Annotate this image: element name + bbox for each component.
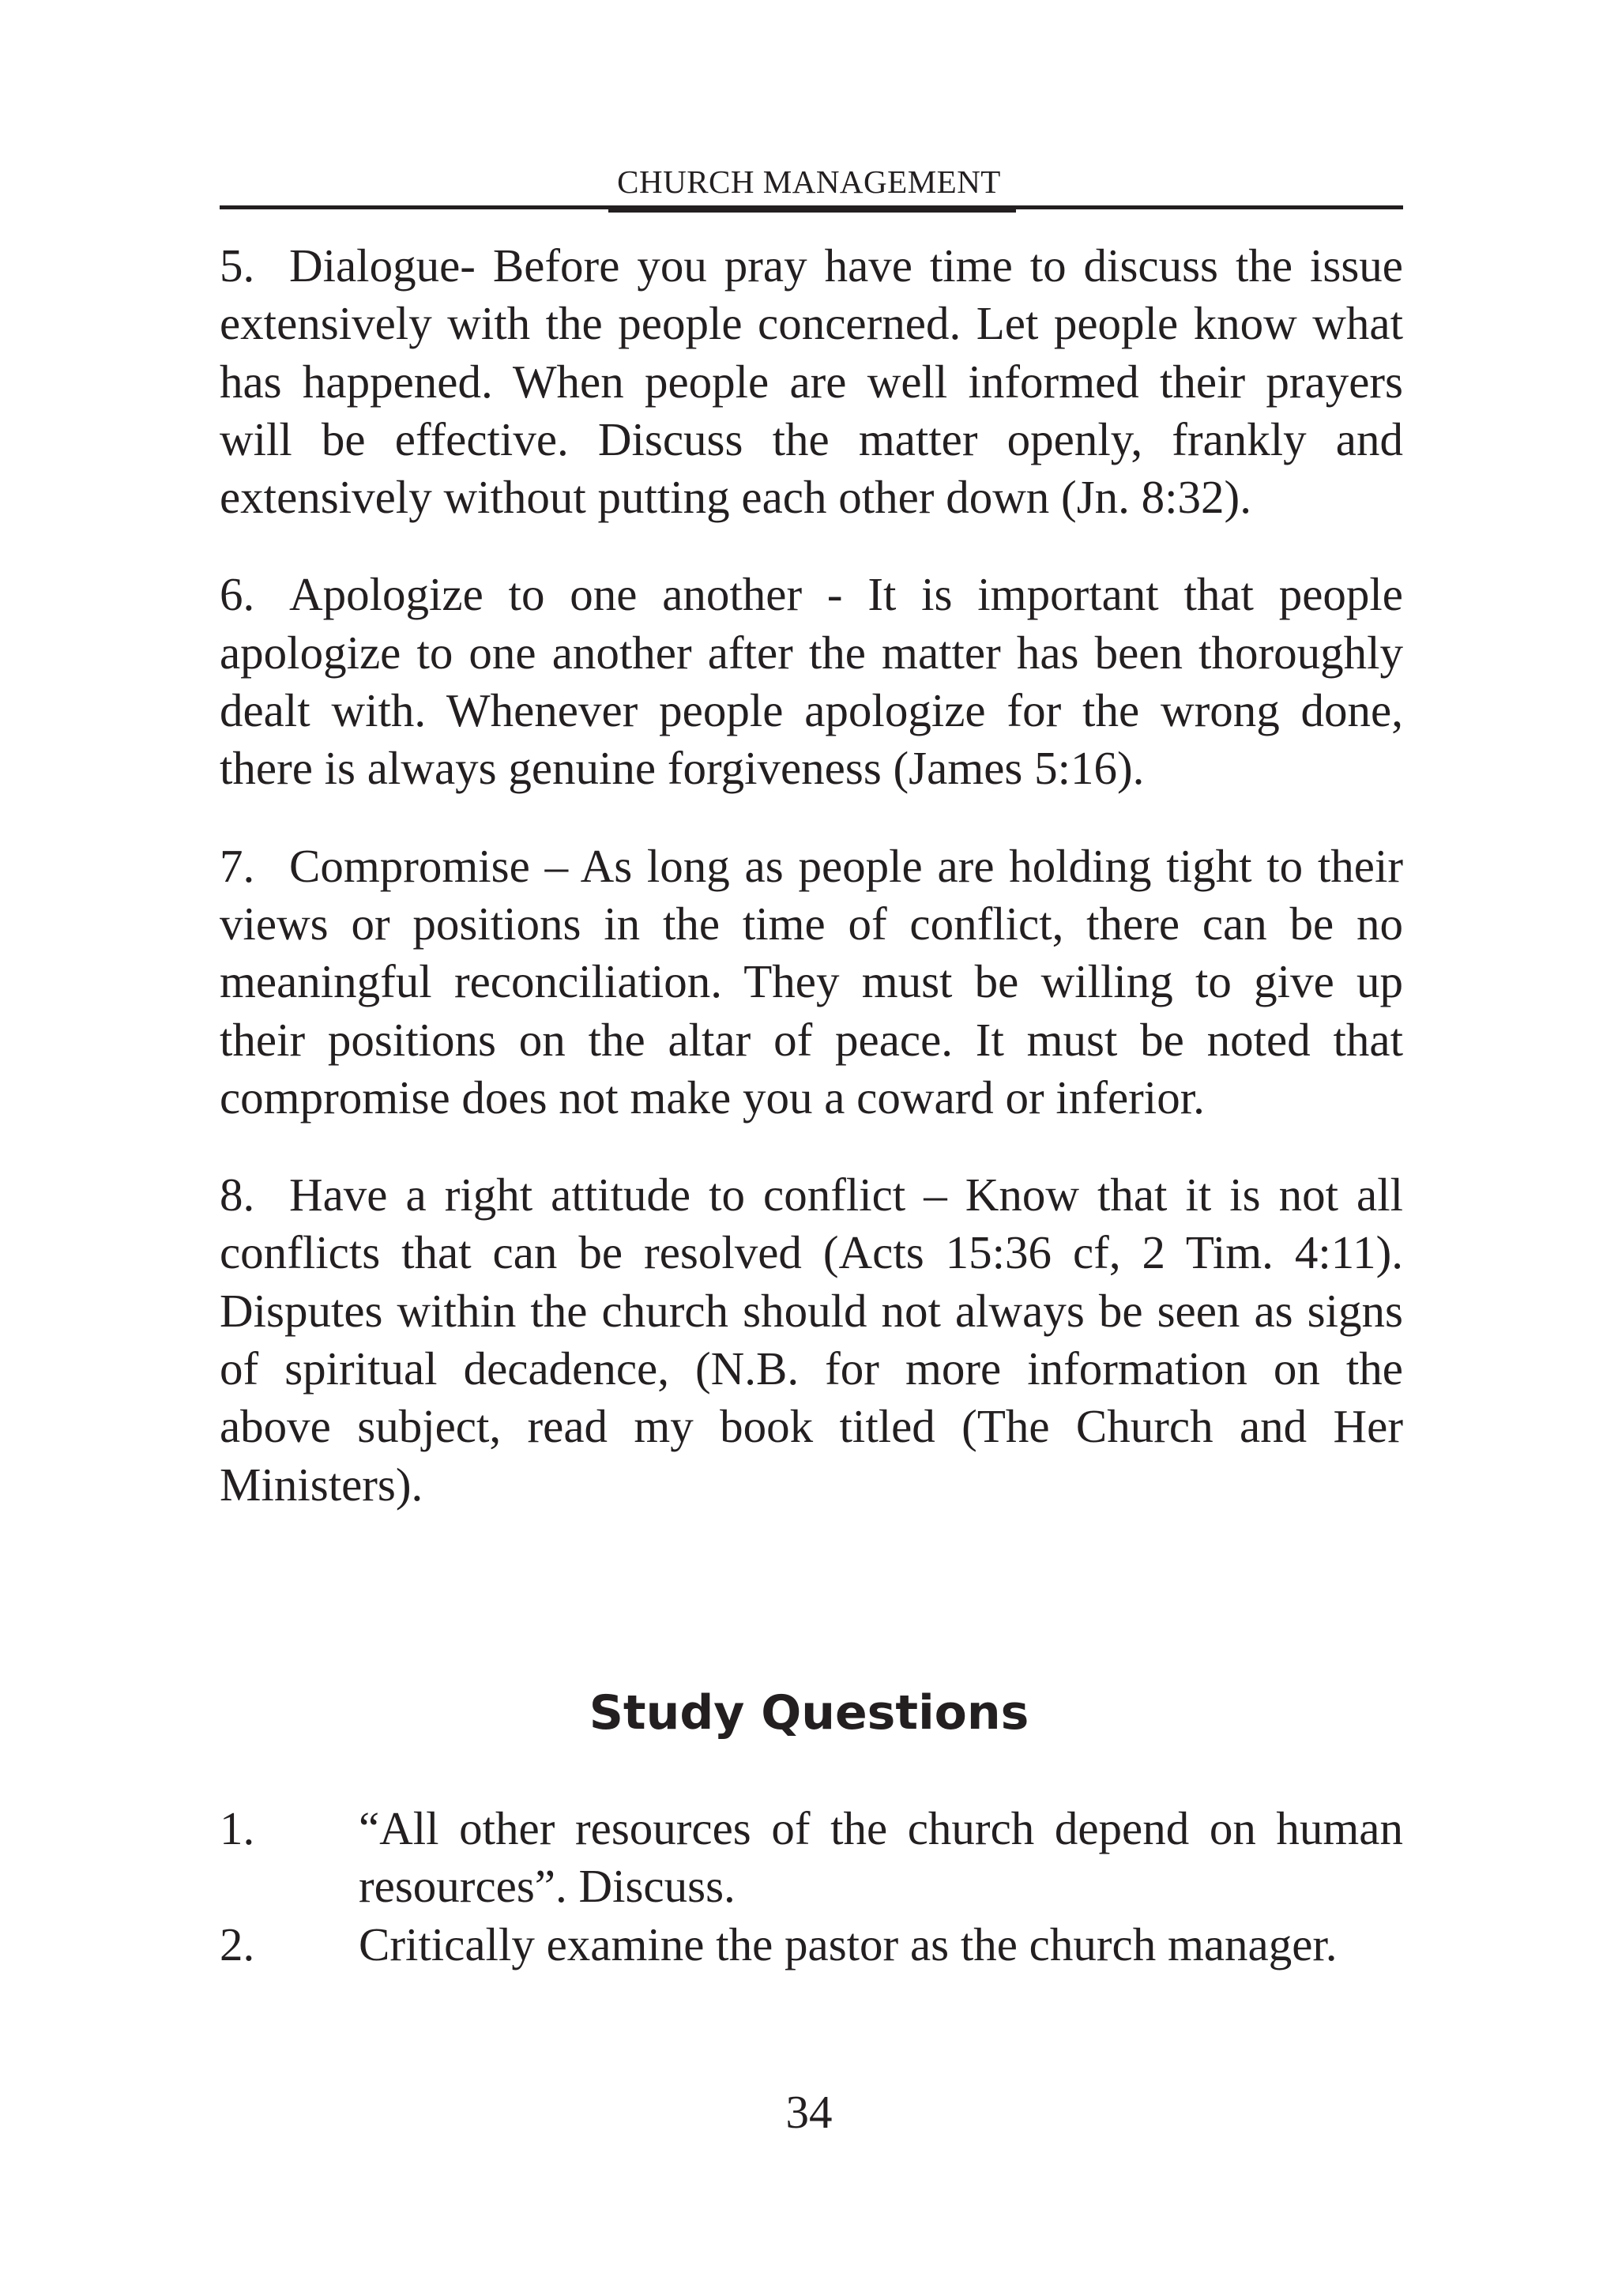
paragraph-number: 7. bbox=[220, 839, 255, 892]
running-header: CHURCH MANAGEMENT bbox=[617, 164, 1001, 200]
study-question-item bbox=[220, 1916, 1403, 1974]
paragraph-text: Apologize to one another - It is important that people apologize to one another after the matter has been thoroughly dealt with. Whenever people apologize for the wrong done, there is always genuine forgiveness (James 5:16). bbox=[220, 568, 1403, 795]
study-question-item bbox=[220, 1800, 1403, 1916]
question-text: Critically examine the pastor as the church manager. bbox=[359, 1918, 1338, 1970]
paragraph-compromise bbox=[220, 837, 1403, 1127]
question-number: 1. bbox=[220, 1802, 255, 1854]
paragraph-number: 6. bbox=[220, 568, 255, 621]
paragraph-number: 5. bbox=[220, 239, 255, 292]
paragraph-text: Compromise – As long as people are holding tight to their views or positions in the time of conflict, there can be no meaningful reconciliation. They must be willing to give up their positions on the altar of peace. It must be noted that compromise does not make you a coward or inferior. bbox=[220, 839, 1403, 1124]
question-text: “All other resources of the church depend on human resources”. Discuss. bbox=[359, 1802, 1403, 1913]
paragraph-right-attitude bbox=[220, 1166, 1403, 1514]
question-number: 2. bbox=[220, 1918, 255, 1970]
paragraph-text: Dialogue- Before you pray have time to discuss the issue extensively with the people concerned. Let people know what has happened. When people are well informed their prayers will be effective. Discuss the matter openly, frankly and extensively without putting each other down (Jn. 8:32). bbox=[220, 239, 1403, 524]
header-underline bbox=[608, 209, 1016, 213]
paragraph-dialogue bbox=[220, 237, 1403, 526]
page-number: 34 bbox=[785, 2086, 833, 2138]
study-questions-heading: Study Questions bbox=[589, 1685, 1029, 1741]
paragraph-apologize bbox=[220, 566, 1403, 797]
body-text bbox=[220, 237, 1403, 1553]
study-questions-list bbox=[220, 1800, 1403, 1974]
paragraph-text: Have a right attitude to conflict – Know that it is not all conflicts that can be resolved (Acts 15:36 cf, 2 Tim. 4:11). Disputes within the church should not always be seen as signs of spiritual decadence, (N.B. for more information on the above subject, read my book titled (The Church and Her Ministers). bbox=[220, 1169, 1403, 1511]
paragraph-number: 8. bbox=[220, 1169, 255, 1221]
